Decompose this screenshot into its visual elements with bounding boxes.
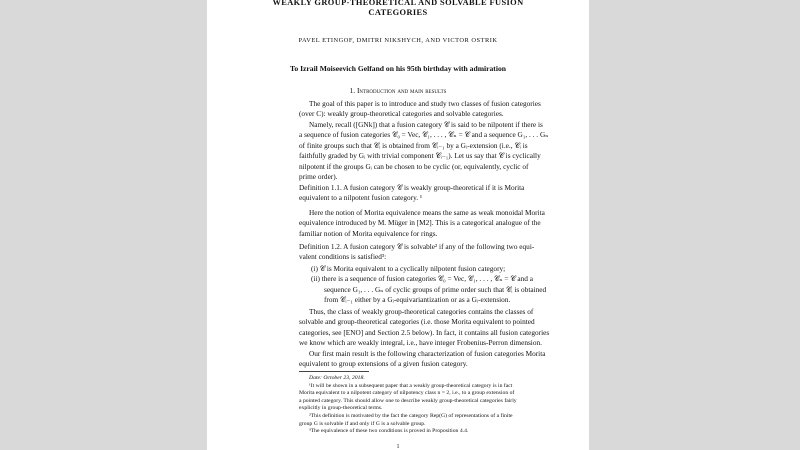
paper-title-line-2: CATEGORIES [368,8,428,17]
text-line: The goal of this paper is to introduce and study two classes of fusion categories [309,99,541,108]
authors: PAVEL ETINGOF, DMITRI NIKSHYCH, AND VICTOR OSTRIK [298,37,498,44]
text-line: valent conditions is satisfied³: [299,252,387,262]
text-line: Here the notion of Morita equivalence means the same as weak monoidal Morita [309,208,545,217]
footnote-line: a pointed category. This should allow one to describe weakly group-theoretical categories fairly [299,397,517,404]
page-number: 1 [396,444,400,450]
text-line: a sequence of fusion categories 𝒞₀ = Vec, 𝒞₁, . . . , 𝒞ₙ = 𝒞 and a sequence G₁, . . . Gₙ [299,130,549,140]
text-line: of finite groups such that 𝒞ᵢ is obtained from 𝒞ᵢ₋₁ by a Gᵢ-extension (i.e., 𝒞ᵢ is [299,140,528,150]
paragraph-morita [299,208,589,239]
date-line: Date: October 23, 2018. [309,375,365,381]
definition-1-1 [299,183,589,204]
text-line: Our first main result is the following characterization of fusion categories Morita [309,348,546,358]
paper-page [207,0,589,450]
footnote-line: group G is solvable if and only if G is a solvable group. [299,420,426,427]
paragraph-classes [299,307,589,369]
paragraph-nilpotent [299,120,589,182]
text-line: equivalence introduced by M. Müger in [M2]. This is a categorical analogue of the [299,218,541,228]
right-background [589,0,800,450]
text-line: we know which are weakly integral, i.e., have integer Frobenius-Perron dimension. [299,338,542,348]
text-line: faithfully graded by Gᵢ with trivial component 𝒞ᵢ₋₁). Let us say that 𝒞 is cyclically [299,151,541,161]
footnote-line: ²This definition is motivated by the fact the category Rep(G) of representations of a finite [309,412,513,419]
text-line: categories, see [ENO] and Section 2.5 below). In fact, it contains all fusion categories [299,327,550,337]
condition-item: sequence G₁, . . . Gₙ of cyclic groups of prime order such that 𝒞ᵢ is obtained [324,284,547,294]
definition-1-2 [299,242,589,263]
text-line: solvable and group-theoretical categories (i.e. those Morita equivalent to pointed [299,317,535,327]
left-background [0,0,207,450]
footnote-line: ¹It will be shown in a subsequent paper that a weakly group-theoretical category is in fact [309,382,513,389]
condition-item: from 𝒞ᵢ₋₁ either by a Gᵢ-equivariantization or as a Gᵢ-extension. [324,295,511,305]
text-line: (over C): weakly group-theoretical categories and solvable categories. [299,109,504,119]
text-line: equivalent to group extensions of a given fusion category. [299,359,468,369]
text-line: prime order). [299,172,338,182]
text-line: Namely, recall ([GNk]) that a fusion category 𝒞 is said to be nilpotent if there is [309,120,543,129]
footnote-line: ³The equivalence of these two conditions is proved in Proposition 4.4. [309,428,469,435]
section-heading: 1. Introduction and main results [349,86,447,95]
footnote-line: explicitly in group-theoretical terms. [299,405,383,412]
text-line: Definition 1.2. A fusion category 𝒞 is solvable² if any of the following two equi- [299,242,535,251]
text-line: familiar notion of Morita equivalence for rings. [299,228,438,238]
text-line: Thus, the class of weakly group-theoretical categories contains the classes of [309,307,534,316]
condition-item: (ii) there is a sequence of fusion categories 𝒞₀ = Vec, 𝒞₁, . . . , 𝒞ₙ = 𝒞 and a [311,274,534,284]
definition-1-2-conditions [311,264,589,306]
footnote-rule [299,371,369,372]
condition-item: (i) 𝒞 is Morita equivalent to a cyclically nilpotent fusion category; [311,264,506,273]
text-line: nilpotent if the groups Gᵢ can be chosen to be cyclic (or, equivalently, cyclic of [299,161,529,171]
paper-title-line-1: WEAKLY GROUP-THEORETICAL AND SOLVABLE FUSION [272,0,524,7]
dedication: To Izrail Moiseevich Gelfand on his 95th birthday with admiration [290,64,506,73]
text-line: Definition 1.1. A fusion category 𝒞 is weakly group-theoretical if it is Morita [299,183,525,192]
paragraph-intro [299,99,589,120]
footnotes [299,375,589,436]
text-line: equivalent to a nilpotent fusion category. ¹ [299,193,423,203]
footnote-line: Morita equivalent to a nilpotent category of nilpotency class n = 2, i.e., to a group extension of [299,390,515,397]
